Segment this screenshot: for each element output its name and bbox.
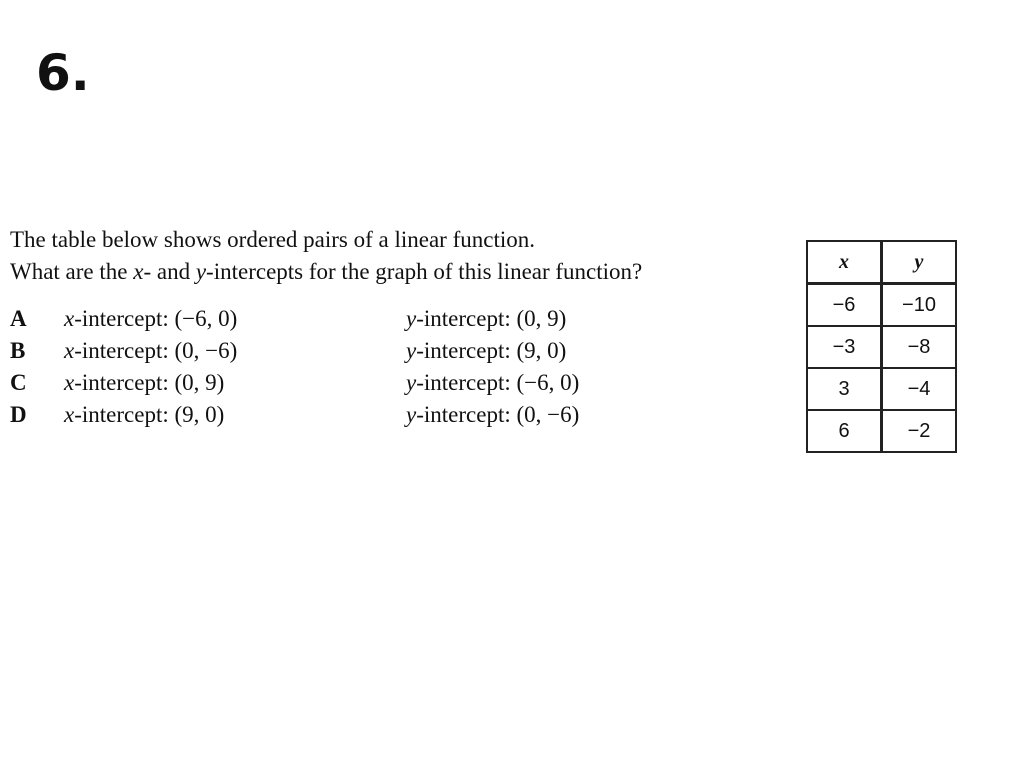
x-variable: x xyxy=(64,306,75,331)
table-cell-x: −3 xyxy=(807,326,882,368)
table-cell-x: 6 xyxy=(807,410,882,452)
choice-x-intercept xyxy=(64,402,224,428)
y-intercept-value: -intercept: (0, 9) xyxy=(416,306,567,331)
y-intercept-value: -intercept: (−6, 0) xyxy=(416,370,580,395)
x-intercept-value: -intercept: (−6, 0) xyxy=(74,306,238,331)
question-line-2 xyxy=(10,256,642,288)
choice-letter: D xyxy=(10,402,27,427)
choice-y-intercept xyxy=(406,402,579,428)
y-variable: y xyxy=(406,370,417,395)
ordered-pairs-table xyxy=(806,240,957,453)
choice-b[interactable] xyxy=(10,338,710,370)
table-cell-y: −10 xyxy=(882,284,957,327)
choice-letter: B xyxy=(10,338,26,363)
question-line-2-pre: What are the xyxy=(10,259,134,284)
question-text xyxy=(10,224,642,288)
choice-d[interactable] xyxy=(10,402,710,434)
question-y-variable: y xyxy=(195,259,207,284)
table-row xyxy=(807,326,956,368)
question-line-2-post: -intercepts for the graph of this linear function? xyxy=(206,259,643,284)
table-header-row xyxy=(807,241,956,284)
table-row xyxy=(807,368,956,410)
choice-x-intercept xyxy=(64,306,237,332)
answer-choices xyxy=(10,306,710,434)
x-intercept-value: -intercept: (0, −6) xyxy=(74,338,238,363)
table-cell-y: −8 xyxy=(882,326,957,368)
x-intercept-value: -intercept: (0, 9) xyxy=(74,370,225,395)
choice-x-intercept xyxy=(64,338,237,364)
choice-letter: A xyxy=(10,306,27,331)
choice-y-intercept xyxy=(406,338,566,364)
y-variable: y xyxy=(406,306,417,331)
x-variable: x xyxy=(64,402,75,427)
question-x-variable: x xyxy=(133,259,144,284)
slide-number: 6. xyxy=(36,44,90,102)
question-line-1: The table below shows ordered pairs of a linear function. xyxy=(10,227,535,252)
x-intercept-value: -intercept: (9, 0) xyxy=(74,402,225,427)
x-variable: x xyxy=(64,338,75,363)
choice-letter: C xyxy=(10,370,27,395)
y-variable: y xyxy=(406,338,417,363)
table-header-y: y xyxy=(882,241,957,284)
y-variable: y xyxy=(406,402,417,427)
table-header-x: x xyxy=(807,241,882,284)
choice-y-intercept xyxy=(406,306,566,332)
choice-x-intercept xyxy=(64,370,224,396)
table-cell-x: 3 xyxy=(807,368,882,410)
table-cell-x: −6 xyxy=(807,284,882,327)
y-intercept-value: -intercept: (9, 0) xyxy=(416,338,567,363)
question-line-2-mid: - and xyxy=(143,259,196,284)
table-cell-y: −2 xyxy=(882,410,957,452)
table-row xyxy=(807,410,956,452)
table-cell-y: −4 xyxy=(882,368,957,410)
x-variable: x xyxy=(64,370,75,395)
y-intercept-value: -intercept: (0, −6) xyxy=(416,402,580,427)
choice-y-intercept xyxy=(406,370,579,396)
choice-c[interactable] xyxy=(10,370,710,402)
table-row xyxy=(807,284,956,327)
choice-a[interactable] xyxy=(10,306,710,338)
